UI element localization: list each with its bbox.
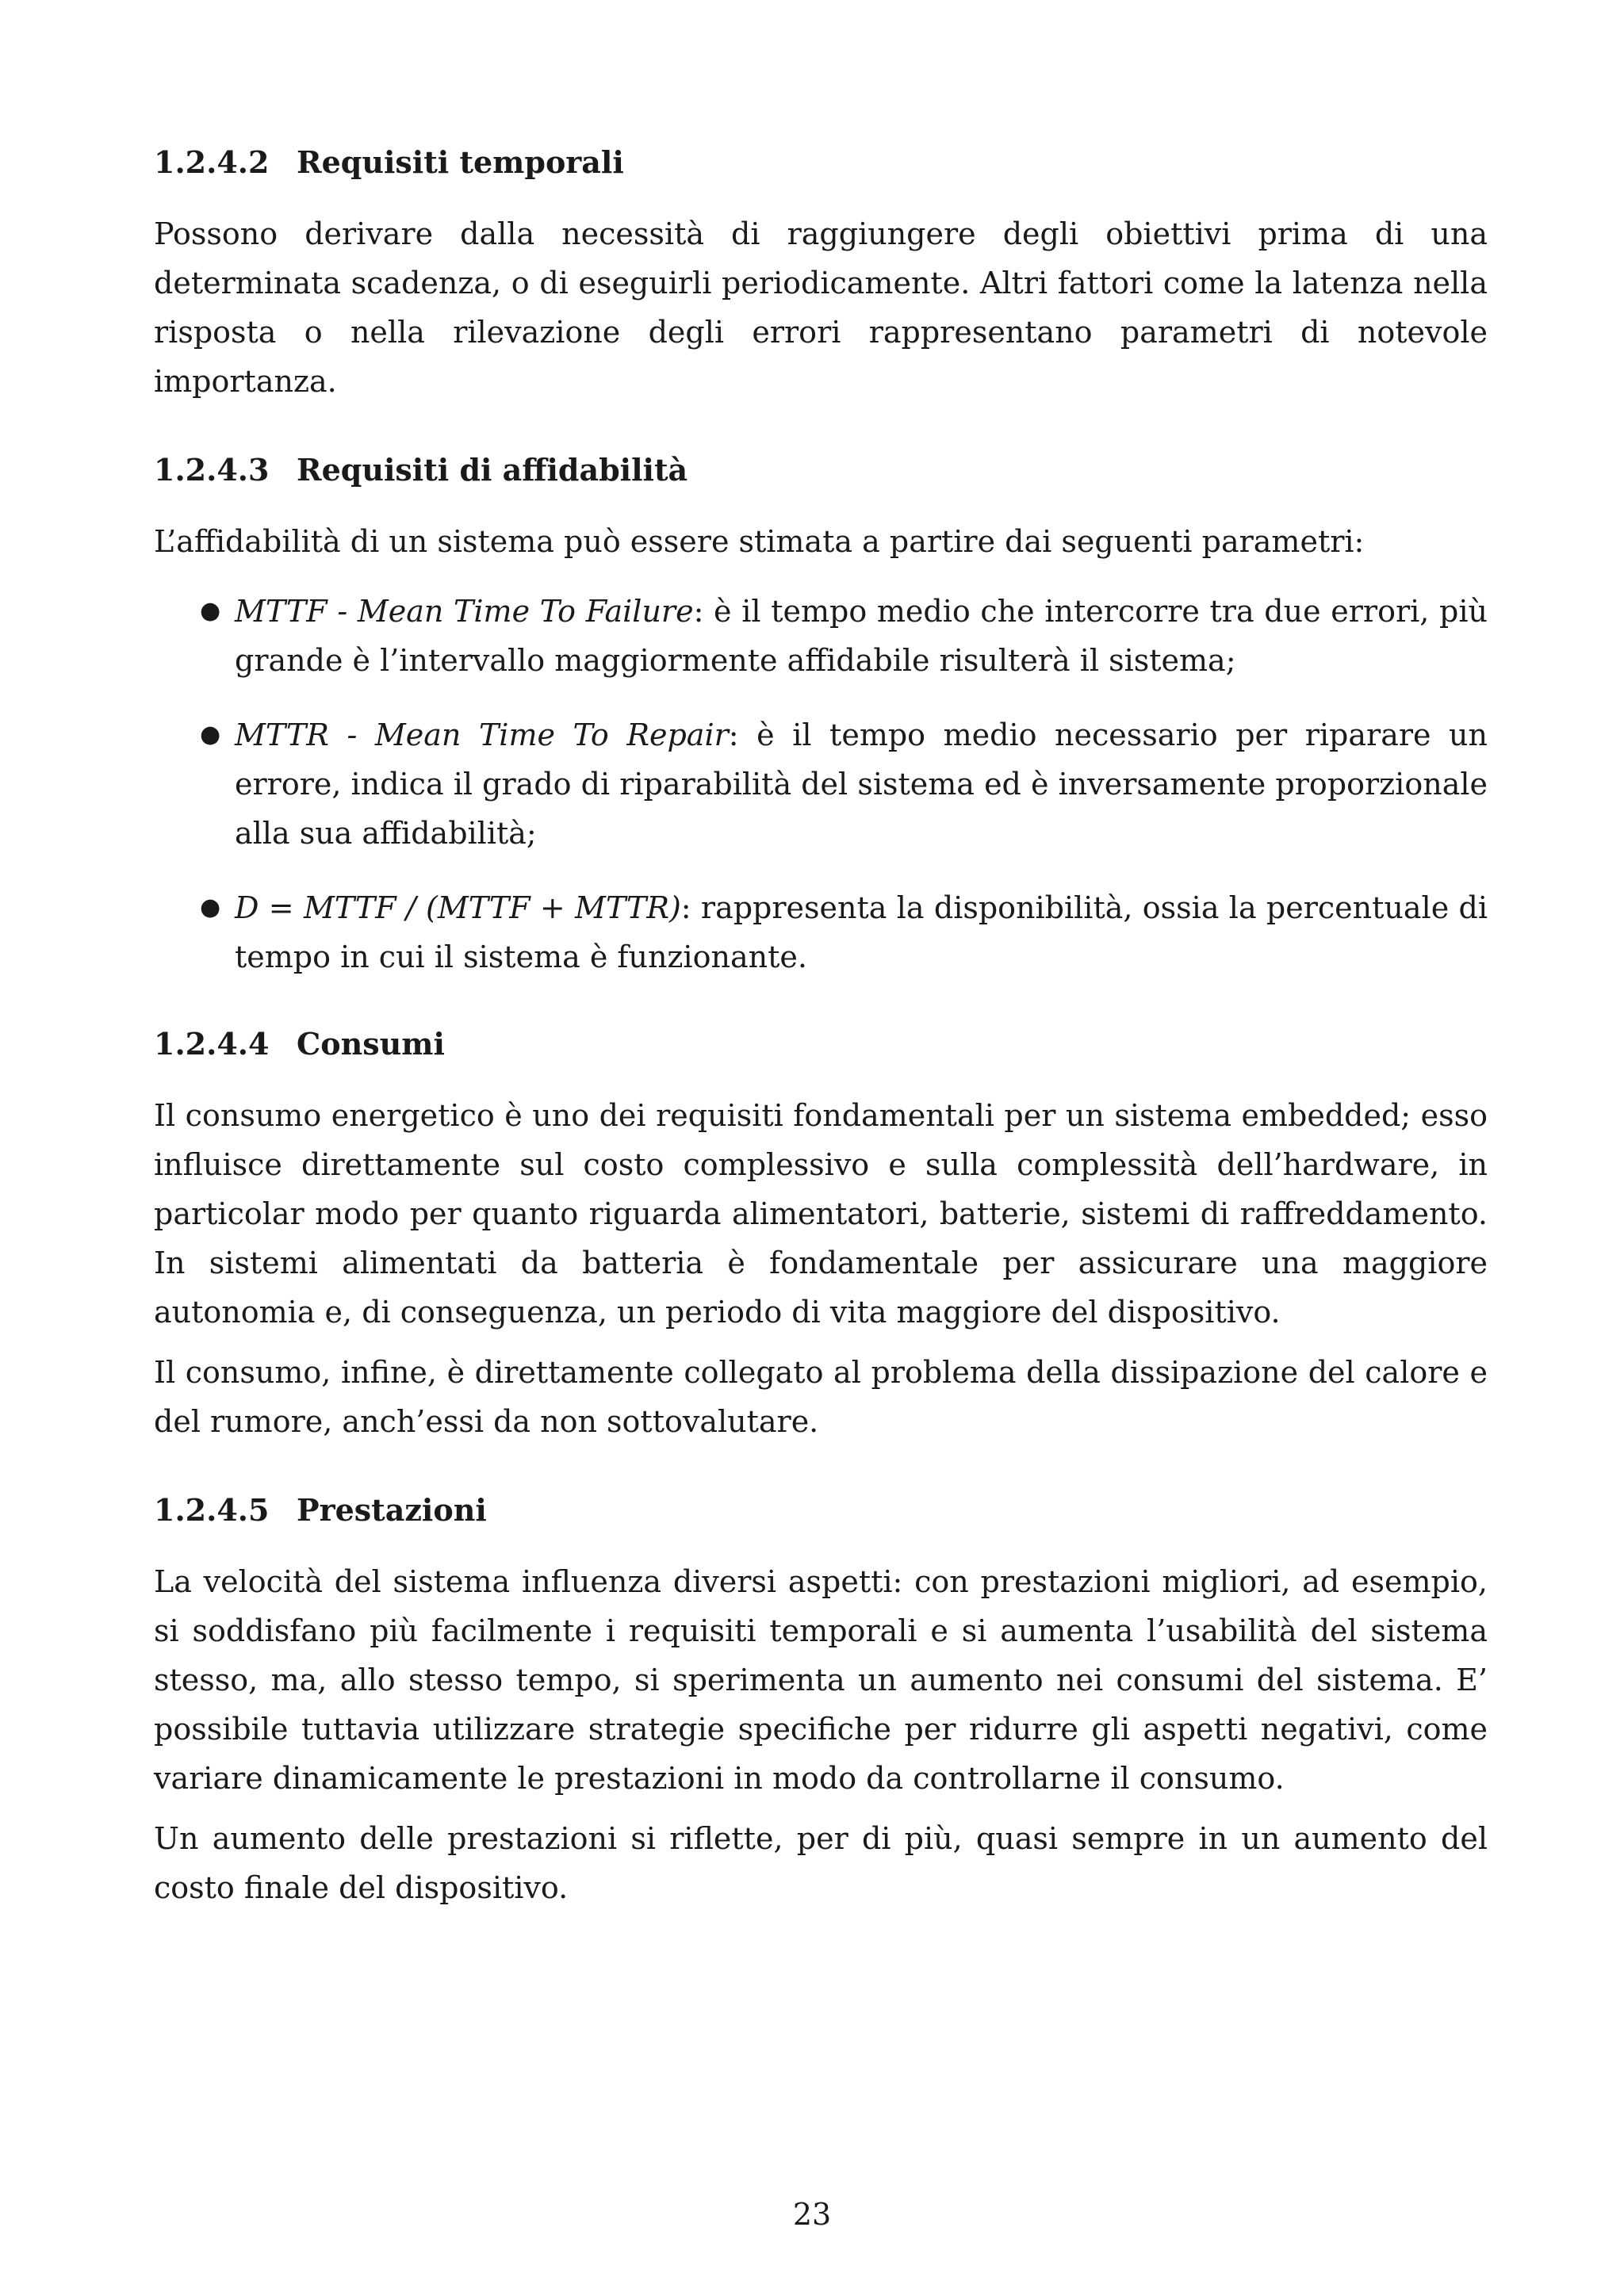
section-number: 1.2.4.4 xyxy=(154,1026,270,1062)
paragraph: La velocità del sistema influenza diversi aspetti: con prestazioni migliori, ad esempio, si soddisfano più facilmente i requisiti temporali e si aumenta l’usabilità del sistema stesso, ma, allo stesso tempo, si sperimenta un aumento nei consumi del sistema. E’ possibile tuttavia utilizzare strategie specifiche per ridurre gli aspetti negativi, come variare dinamicamente le prestazioni in modo da controllarne il consumo. xyxy=(154,1564,1488,1796)
section-title: Requisiti temporali xyxy=(297,144,624,180)
list-item-term: MTTR - Mean Time To Repair xyxy=(235,718,729,752)
list-item-text: : è il tempo medio necessario per riparare un errore, indica il grado di riparabilità del sistema ed è inversamente proporzionale alla sua affidabilità; xyxy=(235,718,1488,851)
list-item-text: : è il tempo medio che intercorre tra due errori, più grande è l’intervallo maggiormente affidabile risulterà il sistema; xyxy=(235,594,1488,678)
section-heading-consumi xyxy=(154,1024,1488,1064)
paragraph-intro: L’affidabilità di un sistema può essere stimata a partire dai seguenti parametri: xyxy=(154,524,1365,559)
paragraph: Possono derivare dalla necessità di raggiungere degli obiettivi prima di una determinata scadenza, o di eseguirli periodicamente. Altri fattori come la latenza nella risposta o nella rilevazione degli errori rappresentano parametri di notevole importanza. xyxy=(154,216,1488,399)
list-item-mttf xyxy=(154,587,1488,685)
list-item-term: D = MTTF / (MTTF + MTTR) xyxy=(235,890,681,925)
list-item-term: MTTF - Mean Time To Failure xyxy=(235,594,694,629)
list-item-availability xyxy=(154,883,1488,982)
paragraph: Il consumo, infine, è direttamente collegato al problema della dissipazione del calore e del rumore, anch’essi da non sottovalutare. xyxy=(154,1355,1488,1439)
bullet-icon: ● xyxy=(200,597,221,625)
list-item-mttr xyxy=(154,710,1488,858)
page-content xyxy=(154,143,1488,1912)
section-number: 1.2.4.5 xyxy=(154,1492,270,1528)
paragraph: Un aumento delle prestazioni si riflette, per di più, quasi sempre in un aumento del costo finale del dispositivo. xyxy=(154,1821,1488,1905)
section-title: Prestazioni xyxy=(297,1492,487,1528)
bullet-icon: ● xyxy=(200,721,221,748)
page-number: 23 xyxy=(792,2197,832,2232)
list-item-text: : rappresenta la disponibilità, ossia la percentuale di tempo in cui il sistema è funzionante. xyxy=(235,890,1488,974)
paragraph: Il consumo energetico è uno dei requisiti fondamentali per un sistema embedded; esso influisce direttamente sul costo complessivo e sulla complessità dell’hardware, in particolar modo per quanto riguarda alimentatori, batterie, sistemi di raffreddamento. In sistemi alimentati da batteria è fondamentale per assicurare una maggiore autonomia e, di conseguenza, un periodo di vita maggiore del dispositivo. xyxy=(154,1098,1488,1330)
reliability-parameter-list xyxy=(154,587,1488,982)
section-title: Consumi xyxy=(297,1026,445,1062)
section-heading-requisiti-affidabilita xyxy=(154,450,1488,490)
bullet-icon: ● xyxy=(200,894,221,921)
section-number: 1.2.4.3 xyxy=(154,452,270,488)
section-heading-requisiti-temporali xyxy=(154,143,1488,182)
section-heading-prestazioni xyxy=(154,1490,1488,1530)
section-title: Requisiti di affidabilità xyxy=(297,452,688,488)
section-number: 1.2.4.2 xyxy=(154,144,270,180)
